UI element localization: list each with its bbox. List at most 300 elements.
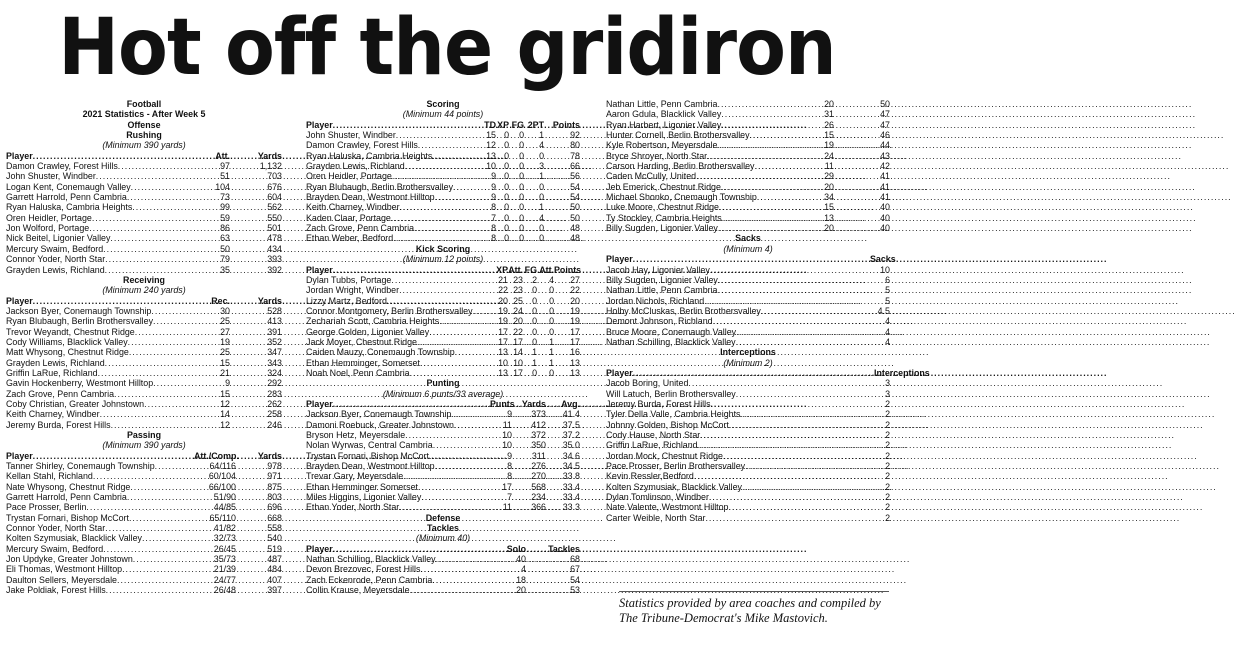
table-row (6, 533, 282, 543)
header-cell: 2PT (527, 119, 544, 130)
table-row (6, 316, 282, 326)
player-cell: Caiden Mauzy, Conemaugh Township (306, 347, 455, 358)
player-cell: Nathan Little, Penn Cambria (606, 99, 718, 109)
value-cell: 54 (570, 181, 580, 192)
value-cell: 0 (519, 233, 524, 244)
header-cell: Yards (257, 150, 282, 161)
value-cell: 540 (267, 533, 282, 544)
dot-leader (721, 182, 806, 192)
value-cell: 47 (880, 119, 890, 130)
player-cell: Jordan Nichols, Richland (606, 295, 705, 306)
player-cell: Ryan Harbert, Ligonier Valley (606, 119, 722, 130)
value-cell: 59 (220, 212, 230, 223)
table-row (6, 482, 282, 492)
dot-leader (432, 575, 490, 585)
player-cell: Griffin LaRue, Richland (606, 440, 698, 451)
value-cell: 19 (498, 305, 508, 316)
table-row (6, 544, 282, 554)
value-cell: 0 (519, 202, 524, 213)
value-cell: 9 (491, 181, 496, 192)
header-cell: Player (306, 264, 333, 275)
table-row (306, 461, 580, 471)
value-cell: 550 (267, 212, 282, 223)
header-cell: Att./Comp. (194, 450, 239, 461)
interceptions-table (606, 347, 930, 523)
header-cell: Yards (257, 295, 282, 306)
player-cell: Jacob Boring, United (606, 378, 689, 389)
dot-leader (705, 513, 874, 523)
table-row (6, 244, 282, 254)
value-cell: 40 (880, 202, 890, 213)
table-row (6, 327, 282, 337)
value-cell: 20 (570, 295, 580, 306)
player-cell: Garrett Harrold, Penn Cambria (6, 192, 127, 203)
value-cell: 324 (267, 367, 282, 378)
dot-leader (736, 327, 870, 337)
value-cell: 0 (504, 150, 509, 161)
value-cell: 41 (880, 181, 890, 192)
value-cell: 258 (267, 409, 282, 420)
value-cell: 5 (885, 285, 890, 296)
value-cell: 97 (220, 161, 230, 172)
value-cell: 519 (267, 543, 282, 554)
player-cell: Oren Heidler, Portage (6, 212, 92, 223)
dot-leader (392, 171, 482, 181)
value-cell: 15 (824, 202, 834, 213)
value-cell: 11 (502, 419, 512, 430)
dot-leader (98, 368, 205, 378)
table-row (6, 182, 282, 192)
table-row (306, 130, 580, 140)
dot-leader (105, 254, 205, 264)
table-row (606, 275, 890, 285)
player-cell: John Shuster, Windber (306, 130, 396, 141)
value-cell: 478 (267, 233, 282, 244)
value-cell: 4 (549, 274, 554, 285)
table-row (6, 233, 282, 243)
value-cell: 21 (498, 274, 508, 285)
value-cell: 352 (267, 336, 282, 347)
value-cell: 0 (549, 295, 554, 306)
table-row (606, 182, 890, 192)
value-cell: 24 (824, 150, 834, 161)
player-cell: Logan Kent, Conemaugh Valley (6, 181, 131, 192)
header-cell: Points (552, 119, 580, 130)
dot-leader (435, 461, 490, 471)
table-row (306, 368, 580, 378)
value-cell: 568 (531, 481, 546, 492)
value-cell: 33.8 (562, 471, 580, 482)
dot-leader (399, 502, 490, 512)
value-cell: 0 (549, 367, 554, 378)
player-cell: Damon Crawley, Forest Hills (6, 161, 118, 172)
dot-leader (396, 130, 482, 140)
header-cell: Sacks (870, 254, 896, 265)
value-cell: 17 (498, 326, 508, 337)
column-offense (6, 99, 282, 596)
player-cell: Coby Christian, Greater Johnstown (6, 398, 145, 409)
value-cell: 20 (824, 99, 834, 109)
player-cell: Ryan Haluska, Cambria Heights (6, 202, 133, 213)
value-cell: 10 (502, 440, 512, 451)
dot-leader (111, 420, 205, 430)
header-cell: Att. (508, 264, 523, 275)
dot-leader (729, 502, 875, 512)
value-cell: 10 (513, 357, 523, 368)
dot-leader (711, 399, 874, 409)
player-cell: Cody Hause, North Star (606, 430, 701, 440)
dot-leader (106, 585, 194, 595)
dot-leader (117, 575, 194, 585)
value-cell: 48 (570, 223, 580, 234)
player-cell: Miles Higgins, Ligonier Valley (306, 492, 422, 503)
value-cell: 12 (220, 419, 230, 430)
player-cell: Cody Williams, Blacklick Valley (6, 336, 128, 347)
table-row (606, 399, 890, 409)
table-row (306, 316, 580, 326)
player-cell: Ethan Hemminger Somerset (306, 481, 418, 492)
value-cell: 0 (504, 192, 509, 203)
value-cell: 528 (267, 305, 282, 316)
value-cell: 0 (539, 150, 544, 161)
table-header-row (606, 254, 896, 265)
value-cell: 34.6 (562, 450, 580, 461)
table-row (306, 296, 580, 306)
table-row (606, 296, 890, 306)
value-cell: 391 (267, 326, 282, 337)
dot-leader (718, 275, 870, 285)
table-note: (Minimum 240 yards) (102, 285, 186, 296)
header-cell: Avg. (561, 398, 580, 409)
value-cell: 7 (507, 492, 512, 503)
dot-leader (757, 192, 806, 202)
table-row (606, 502, 890, 512)
player-cell: Billy Sugden, Ligonier Valley (606, 223, 718, 234)
value-cell: 33.4 (562, 492, 580, 503)
player-cell: Luke Moore, Chestnut Ridge (606, 202, 719, 213)
value-cell: 0 (504, 130, 509, 141)
dot-leader (418, 140, 482, 150)
dot-leader (418, 482, 490, 492)
value-cell: 20 (516, 585, 526, 596)
value-cell: 17 (513, 367, 523, 378)
value-cell: 64/116 (209, 461, 236, 472)
value-cell: 501 (267, 223, 282, 234)
value-cell: 0 (504, 181, 509, 192)
player-cell: Garrett Harrold, Penn Cambria (6, 492, 127, 503)
value-cell: 8 (507, 461, 512, 472)
value-cell: 65/110 (209, 512, 236, 523)
header-cell: Punts (490, 398, 515, 409)
value-cell: 4 (885, 316, 890, 327)
value-cell: 703 (267, 171, 282, 182)
value-cell: 44/85 (213, 502, 236, 513)
value-cell: 2 (532, 274, 537, 285)
section-title: Football (126, 99, 162, 109)
table-row (306, 161, 580, 171)
value-cell: 15 (824, 130, 834, 141)
dot-leader (719, 202, 806, 212)
dot-leader (754, 161, 806, 171)
value-cell: 12 (486, 140, 496, 151)
value-cell: 412 (531, 419, 546, 430)
dot-leader (333, 265, 494, 275)
player-cell: Ethan Yoder, North Star (306, 502, 400, 513)
value-cell: 51 (220, 171, 230, 182)
player-cell: Trevor Weyandt, Chestnut Ridge (6, 326, 135, 337)
table-row (306, 213, 580, 223)
player-cell: Dylan Tubbs, Portage (306, 274, 392, 285)
header-cell: Player (6, 450, 33, 461)
value-cell: 86 (220, 223, 230, 234)
value-cell: 20 (824, 181, 834, 192)
value-cell: 393 (267, 254, 282, 265)
header-cell: Rec. (211, 295, 230, 306)
dot-leader (100, 409, 205, 419)
value-cell: 10 (498, 357, 508, 368)
table-row (606, 306, 890, 316)
dot-leader (133, 554, 194, 564)
dot-leader (103, 244, 205, 254)
table-row (6, 171, 282, 181)
player-cell: Pace Prosser, Berlin Brothersvalley (606, 461, 746, 472)
player-cell: Will Latuch, Berlin Brothersvalley (606, 388, 736, 399)
player-cell: Jacob Hay, Ligonier Valley (606, 264, 710, 275)
rushing-table (6, 130, 282, 275)
value-cell: 29 (824, 171, 834, 182)
headline: Hot off the gridiron (58, 3, 836, 93)
player-cell: Connor Montgomery, Berlin Brothersvalley (306, 305, 473, 316)
table-row (6, 523, 282, 533)
dot-leader (453, 182, 482, 192)
player-cell: Matt Whysong, Chestnut Ridge (6, 347, 129, 358)
header-cell: Interceptions (874, 367, 930, 378)
dot-leader (741, 409, 875, 419)
table-row (606, 513, 890, 523)
dot-leader (717, 140, 806, 150)
value-cell: 13 (570, 357, 580, 368)
dot-leader (122, 564, 194, 574)
dot-leader (33, 451, 194, 461)
table-header-row (306, 120, 580, 130)
player-cell: Nathan Little, Penn Cambria (606, 285, 718, 296)
table-row (606, 378, 890, 388)
player-cell: Jon Wolford, Portage (6, 223, 90, 234)
value-cell: 11 (824, 161, 834, 172)
value-cell: 9 (491, 192, 496, 203)
value-cell: 47 (880, 109, 890, 120)
header-cell: XP (497, 119, 509, 130)
player-cell: Jack Moyer, Chestnut Ridge (306, 336, 417, 347)
dot-leader (391, 213, 482, 223)
passing-table (6, 430, 282, 596)
header-cell: FG (524, 264, 537, 275)
value-cell: 3 (885, 388, 890, 399)
dot-leader (410, 368, 494, 378)
player-cell: Grayden Lewis, Richland (6, 264, 105, 275)
player-cell: Eli Thomas, Westmont Hilltop (6, 564, 123, 575)
table-row (606, 430, 890, 440)
value-cell: 0 (539, 233, 544, 244)
player-cell: Tanner Shirley, Conemaugh Township (6, 461, 155, 472)
table-row (606, 482, 890, 492)
value-cell: 22 (513, 326, 523, 337)
value-cell: 22 (570, 285, 580, 296)
dot-leader (127, 492, 194, 502)
player-cell: Nate Whysong, Chestnut Ridge (6, 481, 131, 492)
dot-leader (713, 316, 870, 326)
value-cell: 11 (502, 502, 512, 513)
player-cell: Holby McCluskas, Berlin Brothersvalley (606, 305, 761, 316)
value-cell: 1 (539, 171, 544, 182)
table-row (6, 564, 282, 574)
value-cell: 397 (267, 585, 282, 596)
dot-leader (333, 120, 482, 130)
value-cell: 17 (513, 336, 523, 347)
value-cell: 34 (824, 192, 834, 203)
player-cell: Jackson Byer, Conemaugh Township (306, 409, 452, 420)
player-cell: Jackson Byer, Conemaugh Township (6, 305, 152, 316)
player-cell: Brayden Dean, Westmont Hilltop (306, 461, 435, 472)
value-cell: 18 (516, 574, 526, 585)
dot-leader (393, 233, 482, 243)
table-row (6, 192, 282, 202)
player-cell: Kyle Robertson, Meyersdale (606, 140, 718, 151)
table-row (6, 492, 282, 502)
table-row (6, 161, 282, 171)
value-cell: 92 (570, 130, 580, 141)
tackles-continued-table (606, 99, 890, 233)
column-scoring (306, 99, 580, 596)
dot-leader (333, 399, 490, 409)
value-cell: 26/45 (213, 543, 236, 554)
table-header-row (306, 399, 580, 409)
value-cell: 13 (498, 347, 508, 358)
tackles-table (306, 523, 580, 595)
table-title: Tackles (427, 523, 459, 534)
value-cell: 875 (267, 481, 282, 492)
table-row (6, 409, 282, 419)
value-cell: 40 (880, 212, 890, 223)
player-cell: Jeremy Burda, Forest Hills (6, 419, 111, 430)
table-row (606, 337, 890, 347)
dot-leader (110, 233, 205, 243)
table-row (606, 213, 890, 223)
player-cell: Kaden Claar, Portage (306, 212, 391, 223)
dot-leader (410, 585, 490, 595)
value-cell: 4 (539, 212, 544, 223)
value-cell: 1 (549, 336, 554, 347)
value-cell: 27 (220, 326, 230, 337)
value-cell: 99 (220, 202, 230, 213)
dot-leader (132, 202, 205, 212)
table-row (306, 358, 580, 368)
table-row (306, 337, 580, 347)
value-cell: 17 (498, 336, 508, 347)
player-cell: Damon Crawley, Forest Hills (306, 140, 418, 151)
value-cell: 4 (521, 564, 526, 575)
player-cell: Caden McCully, United (606, 171, 697, 182)
dot-leader (722, 213, 806, 223)
value-cell: 1 (539, 130, 544, 141)
table-header-row (6, 151, 282, 161)
player-cell: Zach Eckenrode, Penn Cambria (306, 574, 433, 585)
dot-leader (451, 409, 490, 419)
value-cell: 66/100 (208, 481, 236, 492)
table-note: (Minimum 2) (723, 357, 773, 368)
value-cell: 0 (532, 367, 537, 378)
value-cell: 0 (539, 223, 544, 234)
value-cell: 14 (220, 409, 230, 420)
dot-leader (723, 451, 874, 461)
value-cell: 0 (519, 192, 524, 203)
value-cell: 366 (531, 502, 546, 513)
value-cell: 42 (880, 161, 890, 172)
dot-leader (400, 202, 482, 212)
table-row (606, 451, 890, 461)
value-cell: 19 (824, 140, 834, 151)
defense-heading: Defense (425, 512, 461, 523)
value-cell: 0 (504, 223, 509, 234)
dot-leader (135, 327, 205, 337)
value-cell: 10 (880, 264, 890, 275)
value-cell: 19 (570, 305, 580, 316)
table-header-row (6, 296, 282, 306)
value-cell: 9 (225, 378, 230, 389)
value-cell: 407 (267, 574, 282, 585)
player-cell: Mercury Swaim, Bedford (6, 243, 104, 254)
dot-leader (421, 492, 490, 502)
header-cell: Att. (539, 264, 554, 275)
dot-leader (118, 161, 205, 171)
section-subtitle: 2021 Statistics - After Week 5 (82, 109, 206, 120)
value-cell: 978 (267, 461, 282, 472)
value-cell: 276 (531, 461, 546, 472)
dot-leader (633, 254, 870, 264)
table-row (306, 554, 580, 564)
dot-leader (633, 368, 874, 378)
table-row (606, 327, 890, 337)
table-row (306, 347, 580, 357)
header-cell: Points (554, 264, 582, 275)
value-cell: 13 (486, 150, 496, 161)
table-row (6, 378, 282, 388)
value-cell: 8 (491, 233, 496, 244)
value-cell: 33.3 (562, 502, 580, 513)
value-cell: 35/73 (213, 554, 236, 565)
value-cell: 66 (570, 161, 580, 172)
value-cell: 23 (513, 274, 523, 285)
value-cell: 27 (570, 274, 580, 285)
header-cell: FG (511, 119, 524, 130)
table-row (606, 285, 890, 295)
dot-leader (454, 420, 490, 430)
header-cell: Solo (506, 543, 526, 554)
value-cell: 37.2 (562, 430, 580, 440)
value-cell: 80 (570, 140, 580, 151)
value-cell: 17 (570, 336, 580, 347)
table-header-row (606, 367, 930, 378)
dot-leader (130, 482, 194, 492)
value-cell: 37.5 (562, 419, 580, 430)
table-row (6, 461, 282, 471)
dot-leader (736, 389, 874, 399)
table-row (606, 171, 890, 181)
table-row (6, 213, 282, 223)
value-cell: 0 (504, 233, 509, 244)
value-cell: 53 (570, 585, 580, 596)
header-cell: Player (306, 119, 333, 130)
